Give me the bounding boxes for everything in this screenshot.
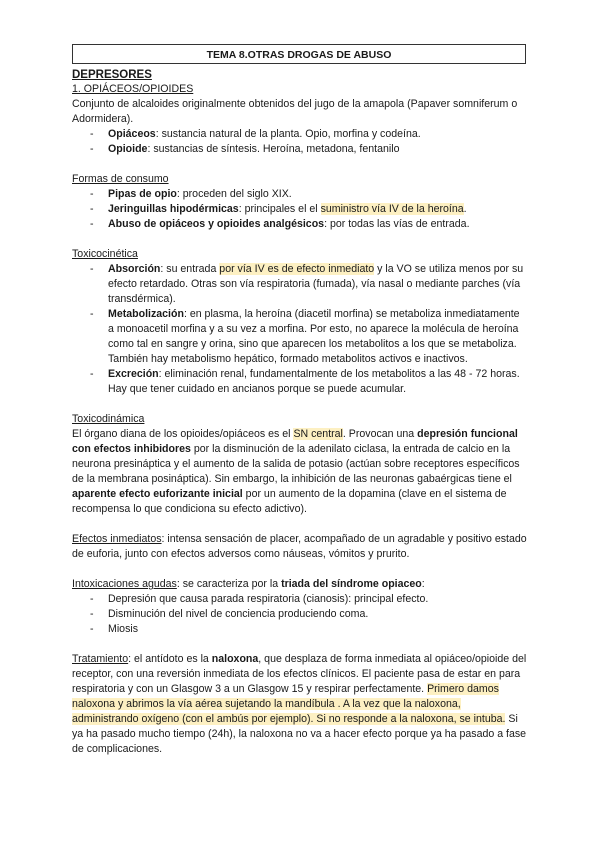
list-item: - Opiáceos: sustancia natural de la planta. Opio, morfina y codeína. xyxy=(72,127,528,142)
list-item: - Metabolización: en plasma, la heroína (diacetil morfina) se metaboliza inmediatamente a monoacetil morfina y a su vez a morfina. Por esto, no aparece la molécula de heroína como tal en sangre y orina, sino que aparecen los metabolitos a los que se metaboliza. También hay metabolismo hepático, formado metabolitos activos e inactivos. xyxy=(72,307,528,367)
list-item: - Disminución del nivel de conciencia produciendo coma. xyxy=(72,607,528,622)
intro-paragraph: Conjunto de alcaloides originalmente obtenidos del jugo de la amapola (Papaver somniferum o Adormidera). xyxy=(72,98,518,125)
list-item: - Pipas de opio: proceden del siglo XIX. xyxy=(72,187,528,202)
intoxicaciones-list xyxy=(72,592,528,637)
document-title: TEMA 8.OTRAS DROGAS DE ABUSO xyxy=(72,44,526,64)
toxicocinetica-heading: Toxicocinética xyxy=(72,248,138,260)
toxicodinamica-paragraph: El órgano diana de los opioides/opiáceos es el SN central. Provocan una depresión funcional con efectos inhibidores por la disminución de la adenilato ciclasa, la entrada de calcio en la neurona presináptica y el aumento de la salida de potasio (actúan sobre receptores específicos de la membrana posináptica). Sin embargo, la inhibición de las neuronas gabaérgicas tiene el aparente efecto euforizante inicial por un aumento de la dopamina (clave en el sistema de recompensa lo que condiciona su efecto adictivo). xyxy=(72,428,520,515)
list-item: - Opioide: sustancias de síntesis. Heroína, metadona, fentanilo xyxy=(72,142,528,157)
list-item: - Jeringuillas hipodérmicas: principales el el suministro vía IV de la heroína. xyxy=(72,202,528,217)
formas-heading: Formas de consumo xyxy=(72,173,169,185)
efectos-paragraph: Efectos inmediatos: intensa sensación de placer, acompañado de un agradable y positivo estado de euforia, junto con efectos adversos como náuseas, vómitos y prurito. xyxy=(72,533,527,560)
intoxicaciones-paragraph: Intoxicaciones agudas: se caracteriza por la triada del síndrome opiaceo: xyxy=(72,578,425,590)
definitions-list xyxy=(72,127,528,157)
list-item: - Miosis xyxy=(72,622,528,637)
list-item: - Depresión que causa parada respiratoria (cianosis): principal efecto. xyxy=(72,592,528,607)
toxicodinamica-heading: Toxicodinámica xyxy=(72,413,145,425)
list-item: - Abuso de opiáceos y opioides analgésicos: por todas las vías de entrada. xyxy=(72,217,528,232)
section-heading: DEPRESORES xyxy=(72,69,152,81)
toxicocinetica-list xyxy=(72,262,528,397)
list-item: - Excreción: eliminación renal, fundamentalmente de los metabolitos a las 48 - 72 horas. Hay que tener cuidado en ancianos porque se puede acumular. xyxy=(72,367,528,397)
formas-list xyxy=(72,187,528,232)
tratamiento-paragraph: Tratamiento: el antídoto es la naloxona, que desplaza de forma inmediata al opiáceo/opioide del receptor, con una reversión inmediata de los efectos clínicos. El paciente pasa de estar en para respiratoria y con un Glasgow 3 a un Glasgow 15 y respirar perfectamente. Primero damos naloxona y abrimos la vía aérea sujetando la mandíbula . A la vez que la naloxona, administrando oxígeno (con el ambús por ejemplo). Si no responde a la naloxona, se intuba. Si ya ha pasado mucho tiempo (24h), la naloxona no va a hacer efecto porque ya ha pasado a fase de complicaciones. xyxy=(72,653,527,755)
document-body xyxy=(72,68,528,757)
subsection-heading: 1. OPIÁCEOS/OPIOIDES xyxy=(72,83,194,95)
list-item: - Absorción: su entrada por vía IV es de efecto inmediato y la VO se utiliza menos por su efecto retardado. Otras son vía respiratoria (fumada), vía nasal o mediante parches (vía transdérmica). xyxy=(72,262,528,307)
